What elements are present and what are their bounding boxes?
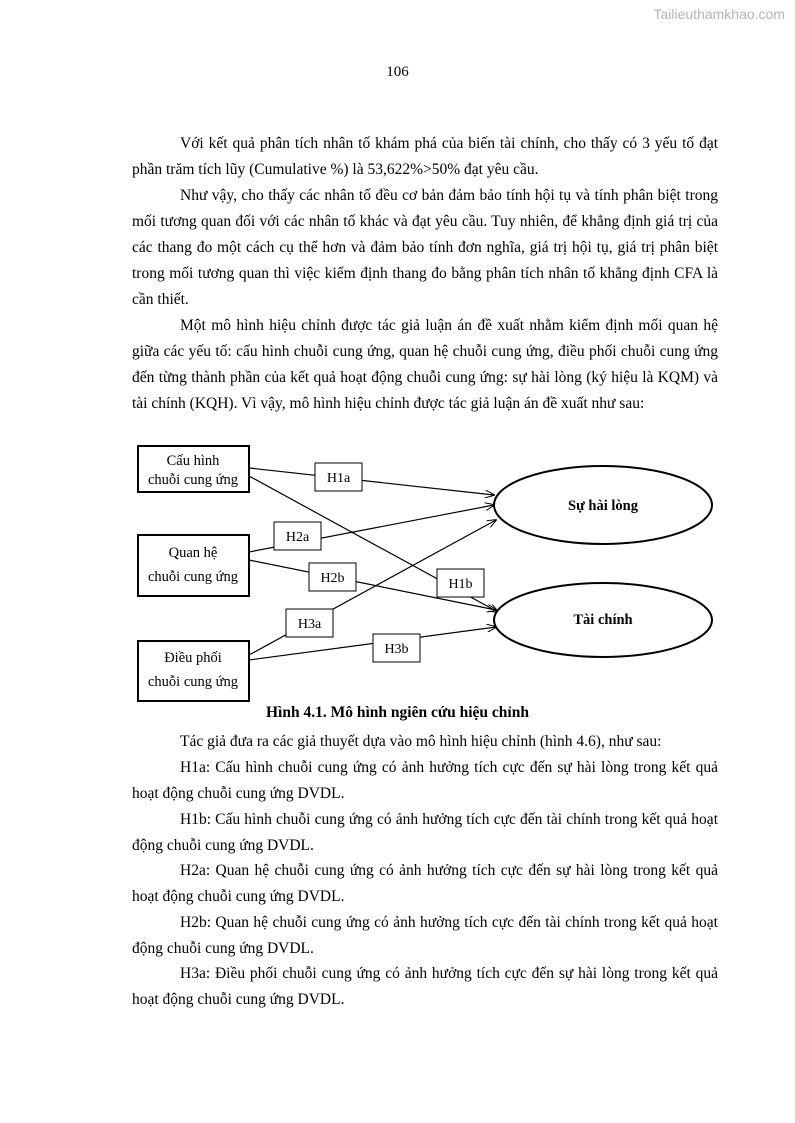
hypothesis-h2b: H2b: Quan hệ chuỗi cung ứng có ảnh hưởng tích cực đến tài chính trong kết quả hoạt động chuỗi cung ứng DVDL. (132, 914, 718, 957)
svg-text:H3b: H3b (384, 642, 409, 657)
svg-text:H2a: H2a (285, 530, 310, 545)
target-finance (494, 583, 712, 657)
svg-text:H1a: H1a (326, 471, 351, 486)
svg-text:chuỗi cung ứng: chuỗi cung ứng (147, 674, 239, 690)
hypothesis-h1a: H1a: Cấu hình chuỗi cung ứng có ảnh hưởng tích cực đến sự hài lòng trong kết quả hoạt động chuỗi cung ứng DVDL. (132, 759, 718, 802)
svg-text:Tài chính: Tài chính (573, 612, 633, 628)
svg-text:chuỗi cung ứng: chuỗi cung ứng (147, 569, 239, 585)
hypotheses-intro: Tác giả đưa ra các giả thuyết dựa vào mô hình hiệu chỉnh (hình 4.6), như sau: (180, 733, 662, 750)
svg-text:Điều phối: Điều phối (164, 650, 222, 666)
svg-text:Quan hệ: Quan hệ (168, 545, 218, 561)
hypothesis-h2a: H2a: Quan hệ chuỗi cung ứng có ảnh hưởng tích cực đến sự hài lòng trong kết quả hoạt động chuỗi cung ứng DVDL. (132, 862, 718, 905)
hypothesis-h1b: H1b: Cấu hình chuỗi cung ứng có ảnh hưởng tích cực đến tài chính trong kết quả hoạt động chuỗi cung ứng DVDL. (132, 811, 718, 854)
svg-text:H3a: H3a (297, 617, 322, 632)
paragraph-1: Với kết quả phân tích nhân tố khám phá của biến tài chính, cho thấy có 3 yếu tố đạt phần trăm tích lũy (Cumulative %) là 53,622%>50% đạt yêu cầu. (132, 135, 718, 178)
figure-caption: Hình 4.1. Mô hình ngiên cứu hiệu chỉnh (266, 704, 529, 721)
page-number: 106 (386, 64, 409, 80)
svg-text:H2b: H2b (320, 571, 345, 586)
path-label-h1a (315, 463, 362, 491)
hypothesis-h3a: H3a: Điều phối chuỗi cung ứng có ảnh hưởng tích cực đến sự hài lòng trong kết quả hoạt động chuỗi cung ứng DVDL. (132, 965, 718, 1008)
paragraph-2: Như vậy, cho thấy các nhân tố đều cơ bản đảm bảo tính hội tụ và tính phân biệt trong mối tương quan đối với các nhân tố khác và đạt yêu cầu. Tuy nhiên, để khẳng định giá trị của các thang đo một cách cụ thể hơn và đảm bảo tính đơn nghĩa, giá trị hội tụ, giá trị phân biệt trong mối tương quan thì việc kiểm định thang đo bằng phân tích nhân tố khẳng định CFA là cần thiết. (132, 187, 718, 308)
target-satisfaction (494, 466, 712, 544)
source-box-configuration (138, 446, 249, 492)
svg-text:H1b: H1b (448, 577, 473, 592)
watermark: Tailieuthamkhao.com (653, 6, 785, 22)
path-label-h1b (437, 569, 484, 597)
path-label-h3b (373, 634, 420, 662)
svg-text:Cấu hình: Cấu hình (166, 453, 220, 469)
source-box-relationship (138, 535, 249, 596)
path-label-h3a (286, 609, 333, 637)
path-label-h2a (274, 522, 321, 550)
svg-text:Sự hài lòng: Sự hài lòng (568, 498, 638, 514)
path-label-h2b (309, 563, 356, 591)
svg-text:chuỗi cung ứng: chuỗi cung ứng (147, 472, 239, 488)
paragraph-3: Một mô hình hiệu chỉnh được tác giả luận án đề xuất nhằm kiểm định mối quan hệ giữa các yếu tố: cấu hình chuỗi cung ứng, quan hệ chuỗi cung ứng, điều phối chuỗi cung ứng đến từng thành phần của kết quả hoạt động chuỗi cung ứng: sự hài lòng (ký hiệu là KQM) và tài chính (KQH). Vì vậy, mô hình hiệu chỉnh được tác giả luận án đề xuất như sau: (132, 317, 718, 412)
source-box-coordination (138, 641, 249, 701)
arrow-h1a (249, 468, 494, 495)
